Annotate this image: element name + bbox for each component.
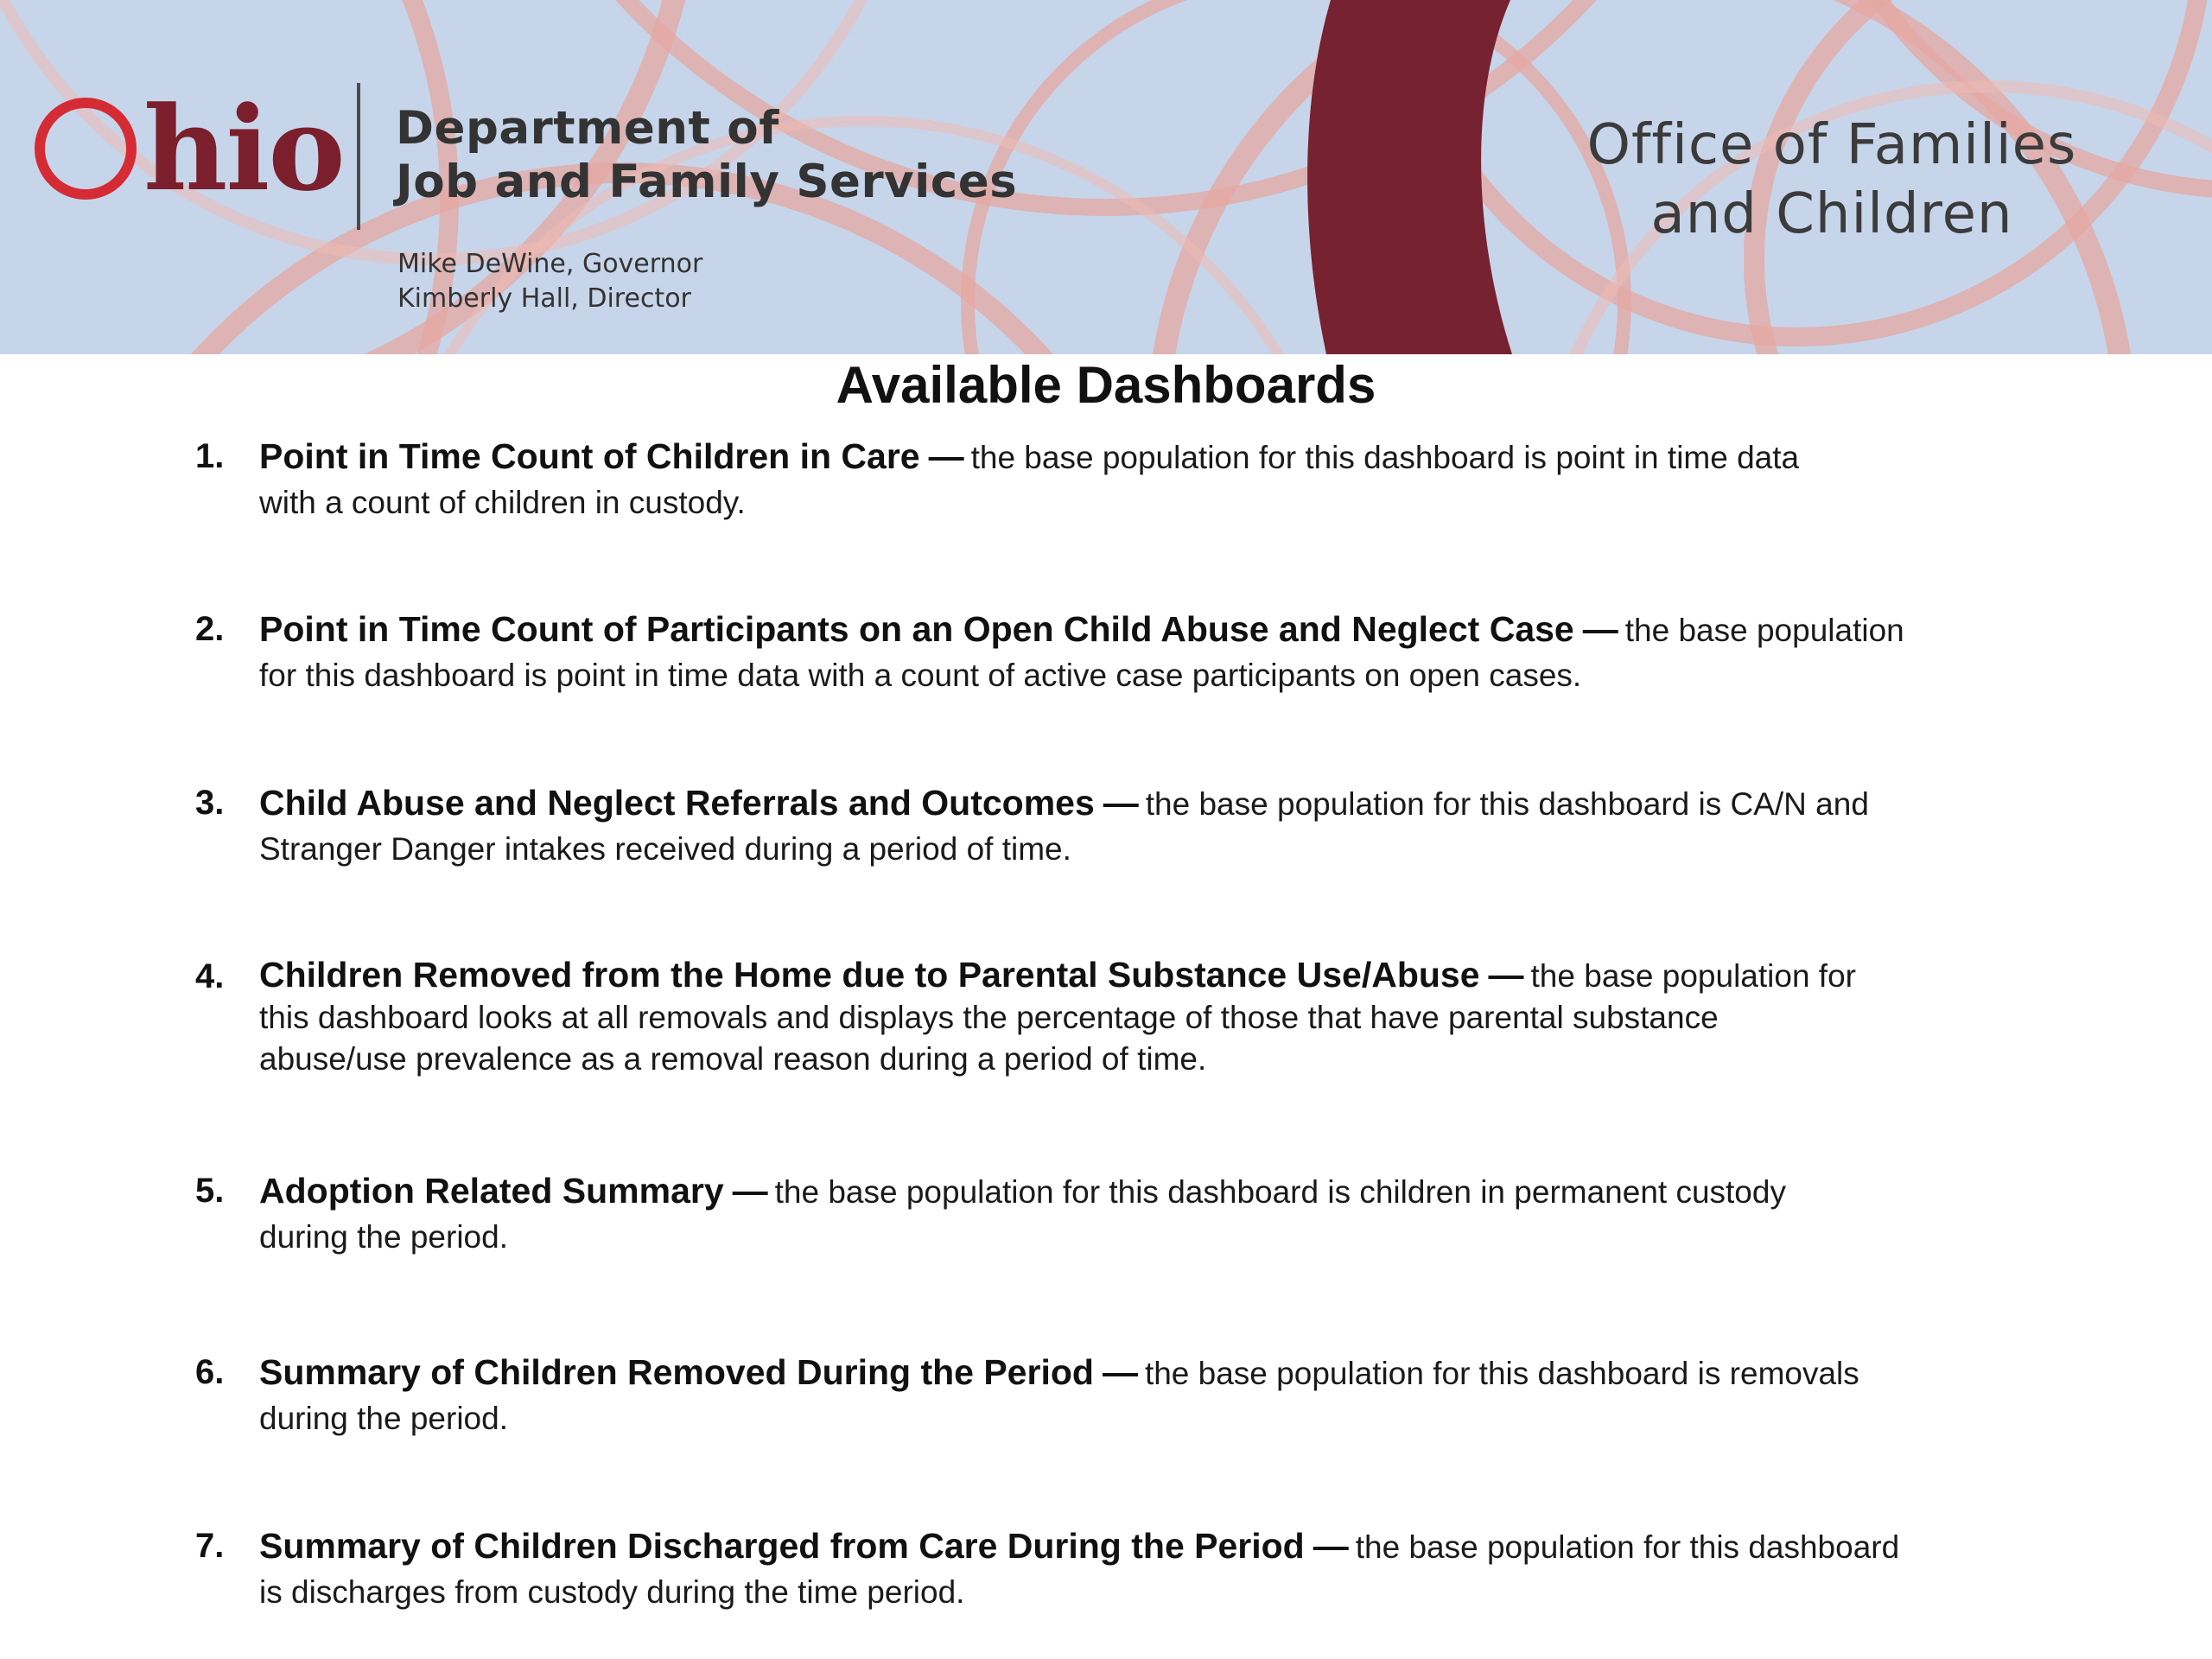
dashboard-description-line-2: with a count of children in custody. xyxy=(259,485,746,520)
dashboard-description-line-2: during the period. xyxy=(259,1401,508,1436)
dashboard-description-line-3: abuse/use prevalence as a removal reason during a period of time. xyxy=(259,1041,1207,1077)
dashboard-description-line-2: Stranger Danger intakes received during a period of time. xyxy=(259,831,1071,867)
dashboard-description: the base population xyxy=(1624,613,1904,648)
office-title xyxy=(1547,111,2117,249)
dashboard-description: the base population for this dashboard xyxy=(1355,1529,1900,1565)
separator: — xyxy=(1488,955,1524,995)
dashboard-name: Child Abuse and Neglect Referrals and Outcomes xyxy=(259,783,1095,823)
department-line-2: Job and Family Services xyxy=(396,156,1018,208)
item-number: 5. xyxy=(195,1172,225,1210)
page-title: Available Dashboards xyxy=(836,356,1376,414)
item-body xyxy=(259,1350,2212,1441)
item-body xyxy=(259,954,2212,1080)
ohio-logo-ring-icon xyxy=(35,98,137,200)
dashboard-name: Children Removed from the Home due to Parental Substance Use/Abuse xyxy=(259,955,1480,995)
dashboard-name: Point in Time Count of Children in Care xyxy=(259,436,920,476)
officials xyxy=(397,247,702,316)
dashboard-description: the base population for xyxy=(1530,958,1856,994)
separator: — xyxy=(928,436,964,476)
office-title-line-1: Office of Families xyxy=(1586,113,2077,177)
dashboard-description-line-2: this dashboard looks at all removals and displays the percentage of those that have parental substance xyxy=(259,1000,1719,1035)
item-number: 4. xyxy=(195,957,225,995)
dashboard-description-line-2: during the period. xyxy=(259,1219,508,1255)
ohio-logo-text: hio xyxy=(143,80,344,217)
item-body xyxy=(259,1523,2212,1615)
item-number: 7. xyxy=(195,1527,225,1565)
separator: — xyxy=(1103,783,1139,823)
item-number: 3. xyxy=(195,784,225,822)
department-name xyxy=(396,102,1017,209)
governor-name: Mike DeWine, Governor xyxy=(397,249,703,279)
item-number: 2. xyxy=(195,610,225,648)
dashboard-name: Summary of Children Discharged from Care During the Period xyxy=(259,1526,1305,1566)
dashboard-description-line-2: is discharges from custody during the time period. xyxy=(259,1574,965,1610)
office-title-line-2: and Children xyxy=(1650,182,2013,246)
dashboard-description: the base population for this dashboard is point in time data xyxy=(970,440,1800,475)
item-number: 1. xyxy=(195,437,225,475)
ohio-logo xyxy=(35,79,344,218)
department-line-1: Department of xyxy=(396,102,779,155)
item-body xyxy=(259,1168,2212,1260)
separator: — xyxy=(1582,609,1618,649)
header-banner xyxy=(0,0,2212,354)
dashboard-name: Summary of Children Removed During the Period xyxy=(259,1352,1094,1392)
dashboard-description-line-2: for this dashboard is point in time data with a count of active case participants on open cases. xyxy=(259,658,1582,693)
dashboard-name: Adoption Related Summary xyxy=(259,1171,724,1211)
dashboard-description: the base population for this dashboard is children in permanent custody xyxy=(774,1174,1786,1210)
item-number: 6. xyxy=(195,1353,225,1391)
separator: — xyxy=(1102,1352,1138,1392)
dashboard-name: Point in Time Count of Participants on an Open Child Abuse and Neglect Case xyxy=(259,609,1574,649)
item-body xyxy=(259,780,2212,872)
director-name: Kimberly Hall, Director xyxy=(397,283,691,314)
separator: — xyxy=(1313,1526,1349,1566)
item-body xyxy=(259,607,2212,698)
separator: — xyxy=(732,1171,768,1211)
item-body xyxy=(259,434,2212,525)
dashboard-description: the base population for this dashboard is CA/N and xyxy=(1145,786,1869,822)
dashboard-description: the base population for this dashboard is removals xyxy=(1144,1356,1859,1391)
logo-divider xyxy=(357,83,360,230)
